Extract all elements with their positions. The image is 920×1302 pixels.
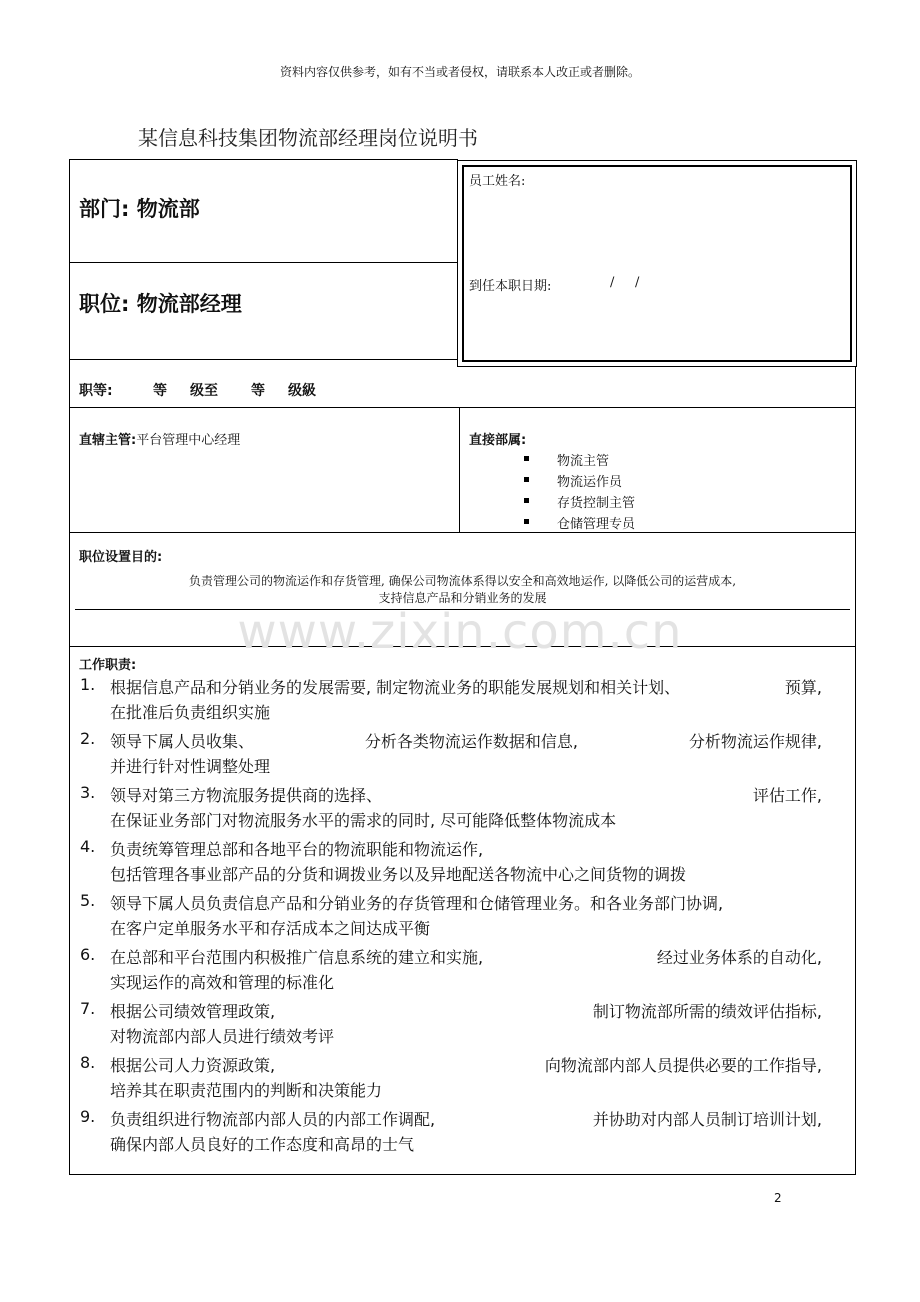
duty-line-1 <box>110 1053 822 1078</box>
duty-item <box>110 783 822 833</box>
duty-item <box>110 999 822 1049</box>
duty-text-segment: 分析物流运作规律, <box>688 732 822 751</box>
duty-number: 8. <box>80 1053 96 1072</box>
bullet-icon <box>524 498 529 503</box>
divider-grade-supervisor <box>69 407 856 408</box>
duty-number: 7. <box>80 999 96 1018</box>
divider-supervisor-subordinates <box>459 407 460 533</box>
purpose-text <box>70 573 855 607</box>
duty-text-segment: 根据公司绩效管理政策, <box>110 1002 276 1021</box>
document-title: 某信息科技集团物流部经理岗位说明书 <box>138 126 478 150</box>
duty-line-2: 在保证业务部门对物流服务水平的需求的同时, 尽可能降低整体物流成本 <box>110 811 617 830</box>
supervisor-row <box>79 429 240 448</box>
duty-item <box>110 945 822 995</box>
bullet-icon <box>524 519 529 524</box>
subordinate-item: 物流运作员 <box>557 475 623 490</box>
duty-line-1 <box>110 891 822 916</box>
subordinates-label: 直接部属: <box>469 433 527 448</box>
table-border-top <box>69 159 458 160</box>
grade-ji-ji: 级級 <box>288 383 316 399</box>
duty-number: 1. <box>80 675 96 694</box>
supervisor-value: 平台管理中心经理 <box>136 433 241 448</box>
start-date-separator-1: / <box>610 275 615 290</box>
duty-line-2: 在批准后负责组织实施 <box>110 703 271 722</box>
purpose-line-2: 支持信息产品和分销业务的发展 <box>378 591 547 605</box>
start-date-label: 到任本职日期: <box>469 279 552 294</box>
duty-item <box>110 1053 822 1103</box>
duty-text-segment: 领导下属人员收集、 <box>110 732 255 751</box>
subordinate-item: 仓储管理专员 <box>557 517 636 532</box>
duty-text-segment: 领导对第三方物流服务提供商的选择、 <box>110 786 383 805</box>
duty-text-segment: 并协助对内部人员制订培训计划, <box>592 1110 822 1129</box>
bullet-icon <box>524 456 529 461</box>
position-value: 物流部经理 <box>136 292 242 316</box>
duty-line-1 <box>110 945 822 970</box>
duty-text-segment: 评估工作, <box>752 786 822 805</box>
grade-ji-zhi: 级至 <box>190 383 218 399</box>
duty-text-segment: 根据信息产品和分销业务的发展需要, 制定物流业务的职能发展规划和相关计划、 <box>110 678 681 697</box>
duty-text-segment: 根据公司人力资源政策, <box>110 1056 276 1075</box>
duty-text-segment: 分析各类物流运作数据和信息, <box>364 732 578 751</box>
start-date-separator-2: / <box>635 275 640 290</box>
table-border-bottom <box>69 1174 856 1175</box>
duty-line-2: 包括管理各事业部产品的分货和调拨业务以及异地配送各物流中心之间货物的调拨 <box>110 865 687 884</box>
disclaimer-notice: 资料内容仅供参考，如有不当或者侵权，请联系本人改正或者删除。 <box>279 65 640 79</box>
department-row <box>79 193 200 223</box>
duty-line-2: 培养其在职责范围内的判断和决策能力 <box>110 1081 383 1100</box>
duty-line-1 <box>110 837 822 862</box>
duty-line-2: 在客户定单服务水平和存活成本之间达成平衡 <box>110 919 431 938</box>
duty-number: 6. <box>80 945 96 964</box>
duty-item <box>110 729 822 779</box>
duty-line-2: 确保内部人员良好的工作态度和高昂的士气 <box>110 1135 415 1154</box>
duty-line-2: 对物流部内部人员进行绩效考评 <box>110 1027 335 1046</box>
employee-info-box-inner <box>462 165 852 362</box>
subordinate-item: 物流主管 <box>557 454 610 469</box>
page-number: 2 <box>774 1191 782 1205</box>
duty-item <box>110 1107 822 1157</box>
watermark: www.zixin.com.cn <box>237 604 683 660</box>
duty-line-2: 并进行针对性调整处理 <box>110 757 271 776</box>
duty-line-1 <box>110 999 822 1024</box>
employee-name-label: 员工姓名: <box>469 174 526 189</box>
duty-text-segment: 向物流部内部人员提供必要的工作指导, <box>544 1056 822 1075</box>
department-value: 物流部 <box>136 197 200 221</box>
duty-number: 2. <box>80 729 96 748</box>
grade-deng-1: 等 <box>153 383 167 399</box>
duty-text-segment: 在总部和平台范围内积极推广信息系统的建立和实施, <box>110 948 484 967</box>
duty-text-segment: 负责组织进行物流部内部人员的内部工作调配, <box>110 1110 436 1129</box>
duty-number: 4. <box>80 837 96 856</box>
table-border-right <box>855 366 856 1175</box>
duty-number: 3. <box>80 783 96 802</box>
duty-text-segment: 经过业务体系的自动化, <box>656 948 822 967</box>
subordinate-item: 存货控制主管 <box>557 496 636 511</box>
bullet-icon <box>524 477 529 482</box>
duty-line-1 <box>110 1107 822 1132</box>
duty-item <box>110 837 822 887</box>
grade-deng-2: 等 <box>251 383 265 399</box>
purpose-line-1: 负责管理公司的物流运作和存货管理, 确保公司物流体系得以安全和高效地运作, 以降低公司的运营成本, <box>188 574 737 588</box>
duties-label: 工作职责: <box>79 658 137 673</box>
department-label: 部门: <box>79 197 130 221</box>
duty-number: 5. <box>80 891 96 910</box>
table-border-left <box>69 159 70 1175</box>
duty-number: 9. <box>80 1107 96 1126</box>
supervisor-label: 直辖主管: <box>79 433 137 448</box>
duty-text-segment: 预算, <box>784 678 822 697</box>
duty-text-segment: 领导下属人员负责信息产品和分销业务的存货管理和仓储管理业务。和各业务部门协调, <box>110 894 724 913</box>
duty-item <box>110 675 822 725</box>
duty-line-1 <box>110 729 822 754</box>
duty-item <box>110 891 822 941</box>
purpose-label: 职位设置目的: <box>79 550 163 565</box>
duty-line-1 <box>110 783 822 808</box>
divider-dept-position <box>69 262 458 263</box>
grade-label: 职等: <box>79 383 113 399</box>
duty-line-1 <box>110 675 822 700</box>
duty-text-segment: 负责统筹管理总部和各地平台的物流职能和物流运作, <box>110 840 484 859</box>
position-row <box>79 288 242 318</box>
duty-text-segment: 制订物流部所需的绩效评估指标, <box>592 1002 822 1021</box>
position-label: 职位: <box>79 292 130 316</box>
divider-supervisor-purpose <box>69 532 856 533</box>
duty-line-2: 实现运作的高效和管理的标准化 <box>110 973 335 992</box>
divider-position-grade <box>69 359 458 360</box>
